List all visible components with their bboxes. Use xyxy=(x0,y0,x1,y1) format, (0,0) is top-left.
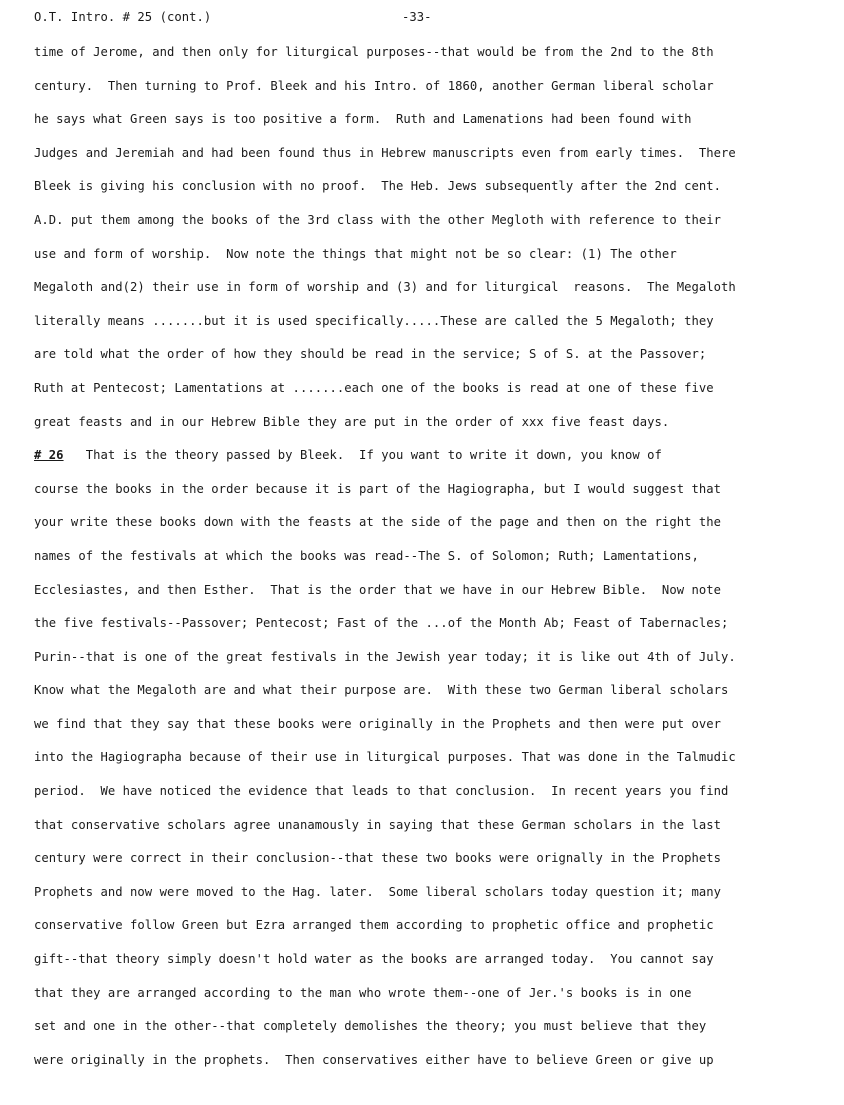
text-line: literally means .......but it is used specifically.....These are called the 5 Megaloth; they xyxy=(34,313,714,328)
header-title: O.T. Intro. # 25 (cont.) xyxy=(34,10,212,24)
text-line: your write these books down with the feasts at the side of the page and then on the right the xyxy=(34,515,722,530)
text-line: that they are arranged according to the man who wrote them--one of Jer.'s books is in one xyxy=(34,985,692,1000)
text-line: century. Then turning to Prof. Bleek and his Intro. of 1860, another German liberal scholar xyxy=(34,78,714,93)
text-line: he says what Green says is too positive a form. Ruth and Lamenations had been found with xyxy=(34,112,692,127)
text-line: Ecclesiastes, and then Esther. That is the order that we have in our Hebrew Bible. Now note xyxy=(34,582,722,597)
text-line: Purin--that is one of the great festivals in the Jewish year today; it is like out 4th of July. xyxy=(34,649,736,664)
text-line: conservative follow Green but Ezra arranged them according to prophetic office and prophetic xyxy=(34,918,714,933)
paragraph-start-line xyxy=(34,445,834,479)
text-line: gift--that theory simply doesn't hold water as the books are arranged today. You cannot say xyxy=(34,952,714,967)
text-line: were originally in the prophets. Then conservatives either have to believe Green or give up xyxy=(34,1052,714,1067)
text-line: into the Hagiographa because of their use in liturgical purposes. That was done in the Talmudic xyxy=(34,750,736,765)
text-line: set and one in the other--that completely demolishes the theory; you must believe that they xyxy=(34,1019,707,1034)
text-line: Bleek is giving his conclusion with no proof. The Heb. Jews subsequently after the 2nd cent. xyxy=(34,179,722,194)
text-line: that conservative scholars agree unanamously in saying that these German scholars in the last xyxy=(34,817,722,832)
text-line: names of the festivals at which the books was read--The S. of Solomon; Ruth; Lamentations, xyxy=(34,548,699,563)
text-line: century were correct in their conclusion--that these two books were orignally in the Prophets xyxy=(34,851,722,866)
text-line: Prophets and now were moved to the Hag. later. Some liberal scholars today question it; many xyxy=(34,884,722,899)
page-number: -33- xyxy=(402,10,432,24)
text-line: great feasts and in our Hebrew Bible they are put in the order of xxx five feast days. xyxy=(34,414,670,429)
text-line: time of Jerome, and then only for liturgical purposes--that would be from the 2nd to the 8th xyxy=(34,45,714,59)
text-line: Judges and Jeremiah and had been found thus in Hebrew manuscripts even from early times. There xyxy=(34,145,736,160)
text-line: course the books in the order because it is part of the Hagiographa, but I would suggest that xyxy=(34,481,722,496)
body-text xyxy=(34,42,834,1083)
text-line: A.D. put them among the books of the 3rd class with the other Megloth with reference to their xyxy=(34,212,722,227)
page-header xyxy=(34,10,814,28)
text-line: Know what the Megaloth are and what their purpose are. With these two German liberal scholars xyxy=(34,683,729,698)
text-line: period. We have noticed the evidence that leads to that conclusion. In recent years you find xyxy=(34,784,729,799)
text-line: Megaloth and(2) their use in form of worship and (3) and for liturgical reasons. The Megaloth xyxy=(34,280,736,295)
text-line: we find that they say that these books were originally in the Prophets and then were put over xyxy=(34,716,722,731)
text-line: Ruth at Pentecost; Lamentations at .......each one of the books is read at one of these five xyxy=(34,380,714,395)
text-line: the five festivals--Passover; Pentecost; Fast of the ...of the Month Ab; Feast of Tabernacles; xyxy=(34,616,729,631)
text-line: That is the theory passed by Bleek. If you want to write it down, you know of xyxy=(63,448,662,463)
paragraph-mark: # 26 xyxy=(34,448,64,463)
text-line: are told what the order of how they should be read in the service; S of S. at the Passover; xyxy=(34,347,707,362)
text-line: use and form of worship. Now note the things that might not be so clear: (1) The other xyxy=(34,246,677,261)
